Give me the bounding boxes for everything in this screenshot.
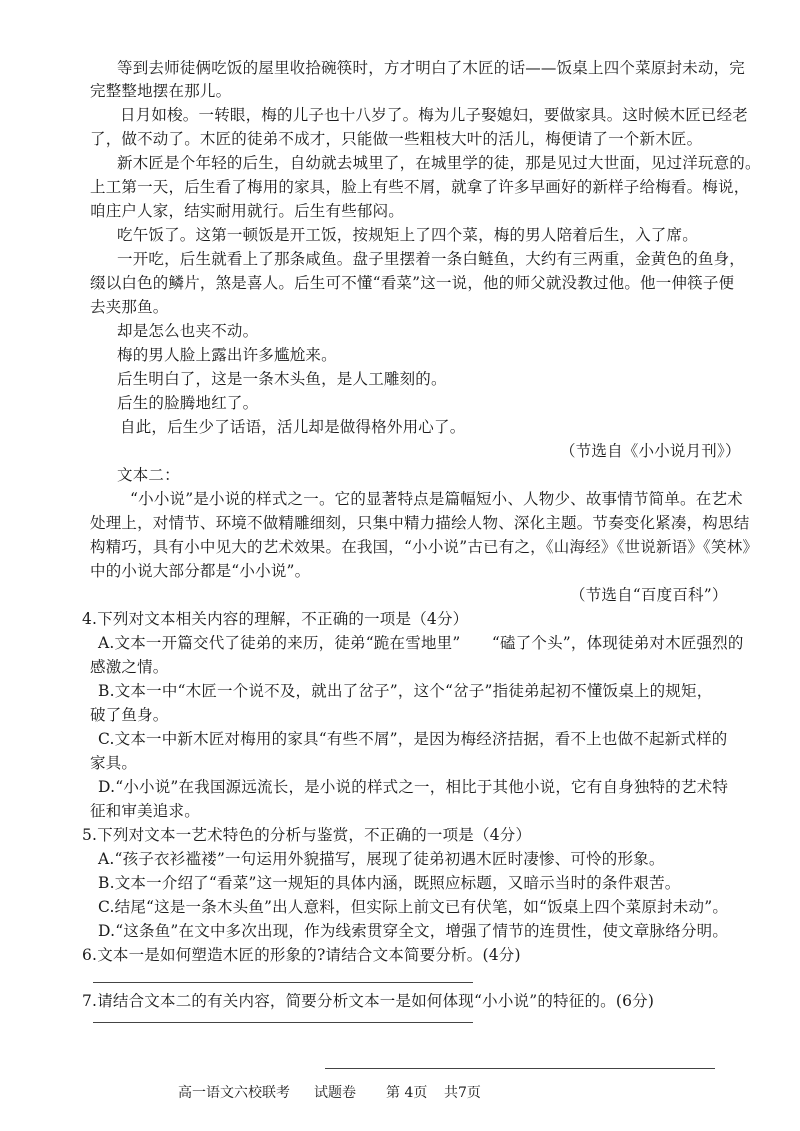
text-line: 中的小说大部分都是“小小说”。 <box>90 562 311 580</box>
text-line: 感激之情。 <box>90 658 169 676</box>
text-line: B.文本一中“木匠一个说不及，就出了岔子”，这个“岔子”指徒弟起初不懂饭桌上的规矩， <box>98 682 713 700</box>
text-line: 自此，后生少了话语，活儿却是做得格外用心了。 <box>120 418 466 436</box>
text-line: C.文本一中新木匠对梅用的家具“有些不屑”，是因为梅经济拮据，看不上也做不起新式样的 <box>98 730 728 748</box>
text-line: 吃午饭了。这第一顿饭是开工饭，按规矩上了四个菜，梅的男人陪着后生，入了席。 <box>117 226 698 244</box>
text-line: 4.下列对文本相关内容的理解，不正确的一项是（4分） <box>82 610 469 628</box>
text-line: 去夹那鱼。 <box>90 298 169 316</box>
text-line: （节选自“百度百科”） <box>570 586 728 604</box>
text-line: C.结尾“这是一条木头鱼”出人意料，但实际上前文已有伏笔，如“饭桌上四个菜原封未动”。 <box>98 898 729 916</box>
text-line: 处理上，对情节、环境不做精雕细刻，只集中精力描绘人物、深化主题。节奏变化紧凑，构思结 <box>90 514 750 532</box>
text-line: 6.文本一是如何塑造木匠的形象的?请结合文本简要分析。(4分) <box>82 946 521 964</box>
text-line: 完整整地摆在那儿。 <box>90 82 232 100</box>
text-line: 新木匠是个年轻的后生，自幼就去城里了，在城里学的徒，那是见过大世面，见过洋玩意的。 <box>117 154 761 172</box>
text-line: 了，做不动了。木匠的徒弟不成才，只能做一些粗枝大叶的活儿，梅便请了一个新木匠。 <box>90 130 703 148</box>
text-line: 后生的脸腾地红了。 <box>117 394 259 412</box>
text-line: B.文本一介绍了“看菜”这一规矩的具体内涵，既照应标题，又暗示当时的条件艰苦。 <box>98 874 681 892</box>
footer-page-number: 第 4页 <box>386 1085 428 1101</box>
text-line: 一开吃，后生就看上了那条咸鱼。盘子里摆着一条白鲢鱼，大约有三两重，金黄色的鱼身， <box>117 250 746 268</box>
footer-total-pages: 共7页 <box>444 1085 481 1101</box>
text-line: 文本二： <box>117 466 180 484</box>
text-line: 5.下列对文本一艺术特色的分析与鉴赏，不正确的一项是（4分） <box>82 826 532 844</box>
answer-line-q7 <box>93 1022 473 1023</box>
text-line: 后生明白了，这是一条木头鱼，是人工雕刻的。 <box>117 370 447 388</box>
text-line: D.“这条鱼”在文中多次出现，作为线索贯穿全文，增强了情节的连贯性，使文章脉络分明。 <box>98 922 729 940</box>
text-line: 破了鱼身。 <box>90 706 169 724</box>
text-line: 等到去师徒俩吃饭的屋里收拾碗筷时，方才明白了木匠的话——饭桌上四个菜原封未动，完 <box>117 59 746 77</box>
text-line: 构精巧，具有小中见大的艺术效果。在我国，“小小说”古已有之，《山海经》《世说新语》《笑林》 <box>90 538 759 556</box>
text-line: 上工第一天，后生看了梅用的家具，脸上有些不屑，就拿了许多早画好的新样子给梅看。梅说， <box>90 178 750 196</box>
footer-paper-label: 试题卷 <box>314 1085 356 1101</box>
text-line: 7.请结合文本二的有关内容，简要分析文本一是如何体现“小小说”的特征的。(6分) <box>82 992 655 1010</box>
footer-separator <box>325 1068 715 1069</box>
text-line: 征和审美追求。 <box>90 802 200 820</box>
text-line: 缀以白色的鳞片，煞是喜人。后生可不懂“看菜”这一说，他的师父就没教过他。他一伸筷子便 <box>90 274 735 292</box>
text-line: 梅的男人脸上露出许多尴尬来。 <box>117 346 337 364</box>
text-line: D.“小小说”在我国源远流长，是小说的样式之一，相比于其他小说，它有自身独特的艺术特 <box>98 778 729 796</box>
text-line: 却是怎么也夹不动。 <box>117 322 259 340</box>
text-line: “小小说”是小说的样式之一。它的显著特点是篇幅短小、人物少、故事情节简单。在艺术 <box>130 490 743 508</box>
text-line: 咱庄户人家，结实耐用就行。后生有些郁闷。 <box>90 202 405 220</box>
text-line: 日月如梭。一转眼，梅的儿子也十八岁了。梅为儿子娶媳妇，要做家具。这时候木匠已经老 <box>120 106 749 124</box>
text-line: A.文本一开篇交代了徒弟的来历，徒弟“跪在雪地里” “磕了个头”，体现徒弟对木匠强烈的 <box>98 634 744 652</box>
footer-exam-name: 高一语文六校联考 <box>178 1085 290 1101</box>
text-line: （节选自《小小说月刊》） <box>560 442 741 460</box>
text-line: 家具。 <box>90 754 138 772</box>
text-line: A.“孩子衣衫褴褛”一句运用外貌描写，展现了徒弟初遇木匠时凄惨、可怜的形象。 <box>98 850 665 868</box>
answer-line-q6 <box>93 982 473 983</box>
